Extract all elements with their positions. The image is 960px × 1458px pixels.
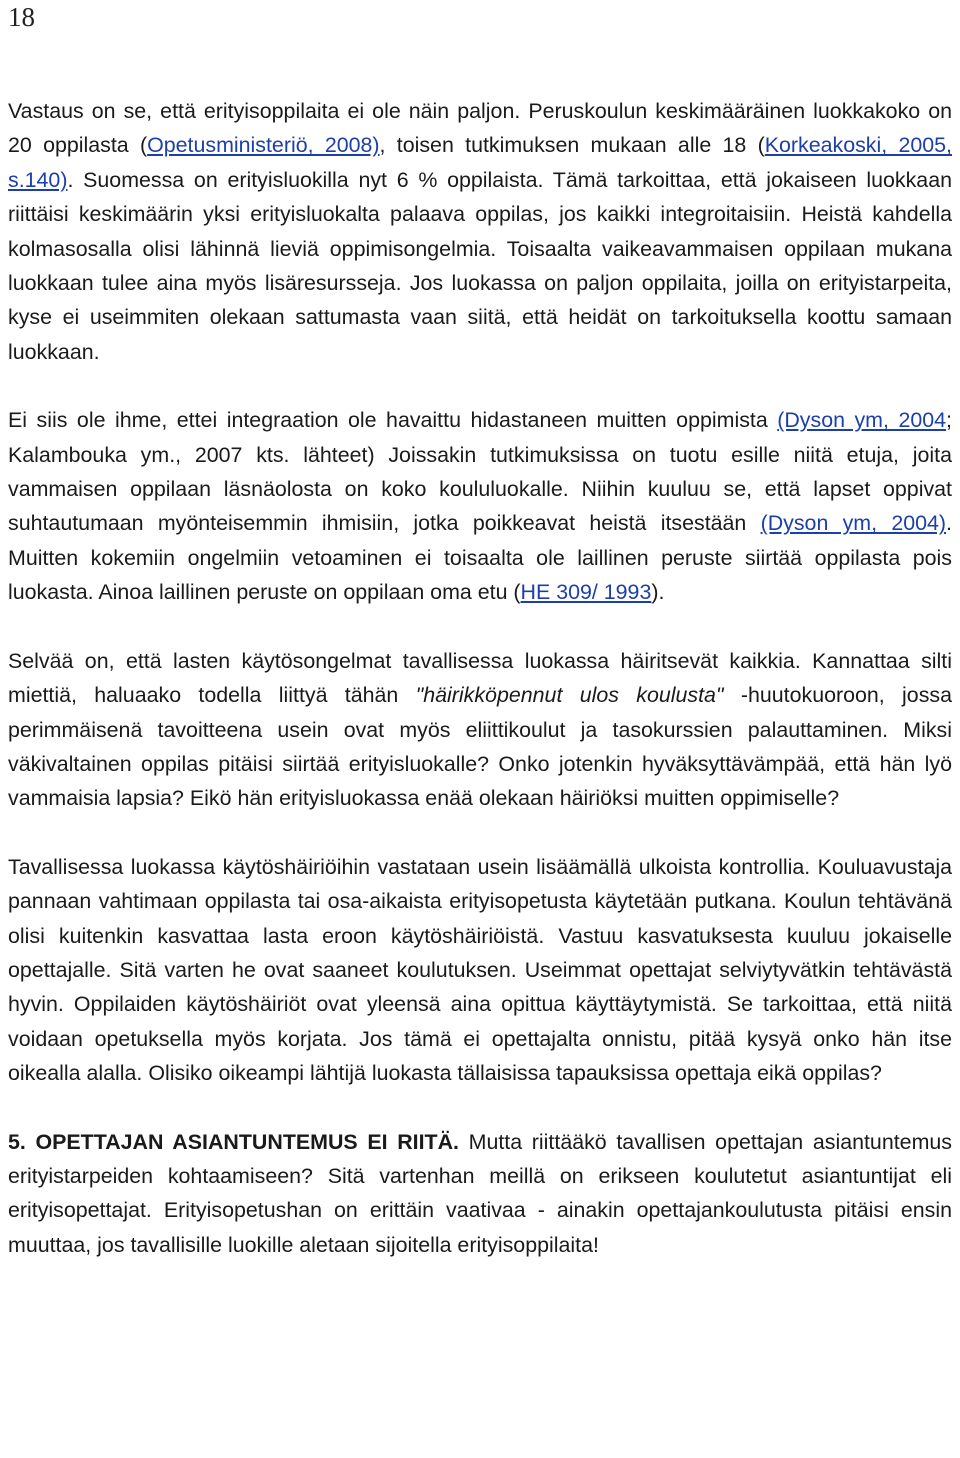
text-run: Tavallisessa luokassa käytöshäiriöihin vastataan usein lisäämällä ulkoista kontrollia. Kouluavustaja pannaan vahtimaan oppilasta tai osa-aikaista erityisopetusta käytetään putkana. Koulun tehtävänä olisi kuitenkin kasvattaa lasta eroon käytöshäiriöistä. Vastuu kasvatuksesta kuuluu jokaiselle opettajalle. Sitä varten he ovat saaneet koulutuksen. Useimmat opettajat selviytyvätkin tehtävästä hyvin. Oppilaiden käytöshäiriöt ovat yleensä aina opittua käyttäytymistä. Se tarkoittaa, että niitä voidaan opetuksella myös korjata. Jos tämä ei opettajalta onnistu, pitää kysyä onko hän itse oikealla alalla. Olisiko oikeampi lähtijä luokasta tällaisissa tapauksissa opettaja eikä oppilas?	[8, 854, 952, 1086]
link-dyson-2004-a[interactable]: (Dyson ym, 2004	[777, 408, 947, 433]
text-run: ).	[651, 580, 665, 605]
link-korkeakoski-2005[interactable]: Korkeakoski, 2005, s.140)	[8, 133, 952, 192]
link-he-309-1993[interactable]: HE 309/ 1993	[520, 580, 652, 605]
text-run: Selvää on, että lasten käytösongelmat tavallisessa luokassa häiritsevät kaikkia. Kannattaa silti miettiä, haluaako todella liittyä tähän	[8, 648, 952, 708]
text-run: . Muitten kokemiin ongelmiin vetoaminen ei toisaalta ole laillinen peruste siirtää oppilasta pois luokasta. Ainoa laillinen peruste on oppilaan oma etu (	[8, 511, 952, 605]
text-run: Ei siis ole ihme, ettei integraation ole havaittu hidastaneen muitten oppimista	[8, 408, 778, 433]
document-body	[8, 94, 952, 1262]
paragraph-p5	[8, 1125, 952, 1263]
text-run: , toisen tutkimuksen mukaan alle 18 (	[379, 133, 765, 158]
text-run: Vastaus on se, että erityisoppilaita ei ole näin paljon. Peruskoulun keskimääräinen luokkakoko on 20 oppilasta (	[8, 99, 952, 158]
paragraph-p1	[8, 94, 952, 369]
quoted-phrase: "häirikköpennut ulos koulusta"	[415, 683, 724, 708]
text-run: Mutta riittääkö tavallisen opettajan asiantuntemus erityistarpeiden kohtaamiseen? Sitä vartenhan meillä on erikseen koulutetut asiantuntijat eli erityisopettajat. Erityisopetushan on erittäin vaativaa - ainakin opettajankoulutusta pitäisi ensin muuttaa, jos tavallisille luokille aletaan sijoitella erityisoppilaita!	[8, 1129, 952, 1257]
section-heading: 5. OPETTAJAN ASIANTUNTEMUS EI RIITÄ.	[8, 1129, 459, 1154]
text-run: ; Kalambouka ym., 2007 kts. lähteet) Joissakin tutkimuksissa on tuotu esille niitä etuja, joita vammaisen oppilaan läsnäolosta on koko koululuokalle. Niihin kuuluu se, että lapset oppivat suhtautumaan myönteisemmin ihmisiin, jotka poikkeavat heistä itsestään	[8, 408, 952, 536]
paragraph-p2	[8, 403, 952, 609]
text-run: . Suomessa on erityisluokilla nyt 6 % oppilaista. Tämä tarkoittaa, että jokaiseen luokkaan riittäisi keskimäärin yksi erityisluokalta palaava oppilas, jos kaikki integroitaisiin. Heistä kahdella kolmasosalla olisi lähinnä lieviä oppimisongelmia. Toisaalta vaikeavammaisen oppilaan mukana luokkaan tulee aina myös lisäresursseja. Jos luokassa on paljon oppilaita, joilla on erityistarpeita, kyse ei useimmiten olekaan sattumasta vaan siitä, että heidät on tarkoituksella koottu samaan luokkaan.	[8, 167, 952, 364]
page-number: 18	[8, 2, 35, 32]
paragraph-p4	[8, 850, 952, 1091]
link-dyson-2004-b[interactable]: (Dyson ym, 2004)	[760, 511, 947, 536]
link-opetusministerio-2008[interactable]: Opetusministeriö, 2008)	[147, 133, 380, 158]
text-run: -huutokuoroon, jossa perimmäisenä tavoitteena usein ovat myös eliittikoulut ja tasokurssien palauttaminen. Miksi väkivaltainen oppilas pitäisi siirtää erityisluokalle? Onko jotenkin hyväksyttävämpää, että hän lyö vammaisia lapsia? Eikö hän erityisluokassa enää olekaan häiriöksi muitten oppimiselle?	[8, 683, 952, 811]
paragraph-p3	[8, 644, 952, 816]
